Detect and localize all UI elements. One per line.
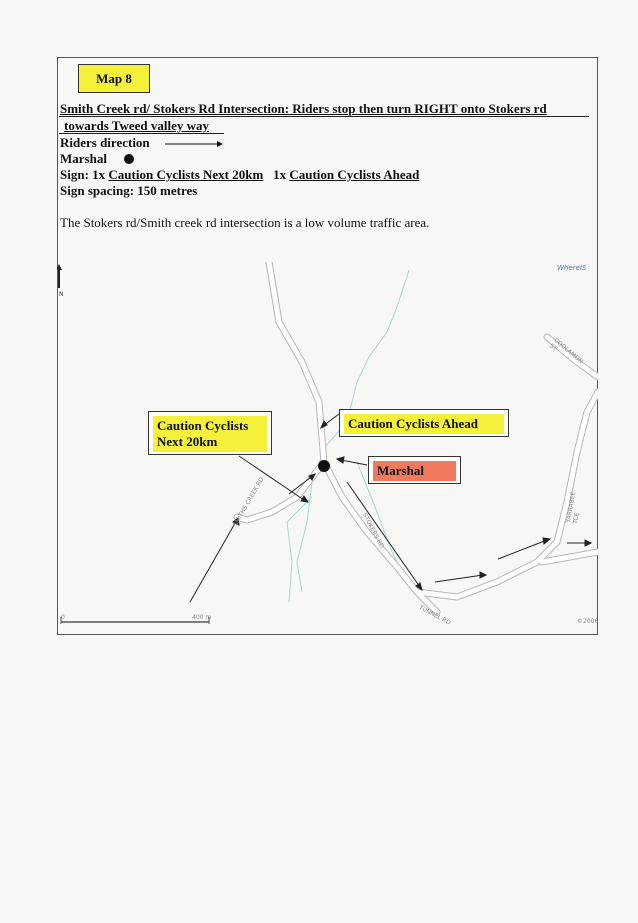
callout-leader-next-head — [301, 496, 308, 502]
route-arrow-4 — [435, 575, 483, 582]
copyright-label: ©2006 — [577, 618, 599, 625]
road-label-smiths-creek: SMITHS CREEK RD — [232, 476, 266, 528]
whereis-logo: WhereIS — [557, 264, 587, 272]
sign-legend — [60, 167, 419, 183]
map-canvas — [57, 262, 598, 634]
title-underline — [59, 116, 589, 117]
sign-spacing: Sign spacing: 150 metres — [60, 183, 198, 198]
road-label-stokers: STOKERS RD — [360, 512, 386, 550]
callout-marshal — [368, 456, 461, 484]
route-arrowhead-5 — [543, 538, 550, 544]
callout-leader-marshal — [341, 460, 367, 465]
route-title-text-2: towards Tweed valley way — [64, 118, 210, 133]
scale-bar — [61, 617, 209, 624]
route-arrow-3 — [347, 482, 422, 590]
marshal-legend-label: Marshal — [60, 151, 107, 166]
road-label-tunnel: TUNNEL RD — [417, 604, 452, 627]
callout-caution-next — [148, 411, 272, 455]
title-underline-2 — [59, 133, 224, 134]
sign-prefix: Sign: 1x — [60, 167, 106, 182]
route-arrow-1 — [190, 518, 238, 602]
route-title-line1 — [60, 101, 547, 117]
callout-caution-next-text: Caution Cyclists Next 20km — [153, 416, 267, 452]
route-map — [57, 262, 598, 634]
road-fill — [237, 262, 598, 612]
marshal-dot-icon — [124, 154, 134, 164]
map-number-label: Map 8 — [78, 64, 150, 93]
route-arrowhead-4 — [480, 572, 486, 578]
road-label-yarrabee: YARRABEE TCE — [565, 491, 581, 525]
marshal-legend — [60, 151, 134, 167]
riders-direction-label: Riders direction — [60, 135, 150, 150]
route-title-text-1: Smith Creek rd/ Stokers Rd Intersection: Riders stop then turn RIGHT onto Stokers rd — [60, 101, 547, 116]
sign-caution-next: Caution Cyclists Next 20km — [108, 167, 264, 182]
scale-start-label: 0 — [61, 614, 65, 621]
callout-caution-ahead-text: Caution Cyclists Ahead — [344, 414, 504, 434]
callout-leader-marshal-head — [337, 457, 344, 463]
direction-arrow-icon — [163, 139, 223, 149]
road-label-coolamon: COOLAMON ST — [548, 337, 585, 366]
callout-caution-ahead — [339, 409, 509, 437]
marshal-position-marker — [318, 460, 330, 472]
sign-mid: 1x — [273, 167, 287, 182]
scale-end-label: 400 m — [192, 614, 212, 621]
route-title-line2 — [64, 118, 209, 134]
sign-caution-ahead: Caution Cyclists Ahead — [289, 167, 420, 182]
route-arrowhead-6 — [585, 540, 591, 546]
north-label: N — [59, 291, 64, 298]
road-north — [269, 262, 324, 462]
intro-text: The Stokers rd/Smith creek rd intersection is a low volume traffic area. — [60, 215, 430, 230]
north-arrow-icon — [57, 264, 62, 288]
riders-direction-legend — [60, 135, 223, 151]
callout-marshal-text: Marshal — [373, 461, 456, 481]
